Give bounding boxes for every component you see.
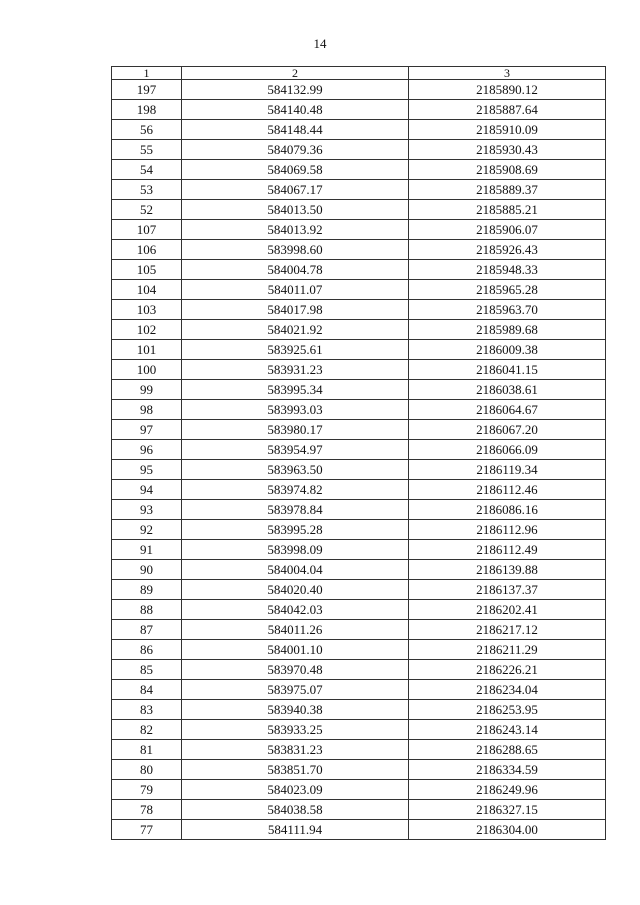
point-number-cell: 104 (112, 280, 182, 300)
column-header-1: 1 (112, 67, 182, 80)
x-coordinate-cell: 583975.07 (182, 680, 409, 700)
point-number-cell: 83 (112, 700, 182, 720)
table-row (112, 780, 606, 800)
point-number-cell: 81 (112, 740, 182, 760)
y-coordinate-cell: 2185890.12 (409, 80, 606, 100)
x-coordinate-cell: 583851.70 (182, 760, 409, 780)
table-row (112, 360, 606, 380)
table-row (112, 240, 606, 260)
y-coordinate-cell: 2186067.20 (409, 420, 606, 440)
x-coordinate-cell: 583931.23 (182, 360, 409, 380)
x-coordinate-cell: 583995.28 (182, 520, 409, 540)
table-row (112, 540, 606, 560)
point-number-cell: 91 (112, 540, 182, 560)
table-row (112, 200, 606, 220)
x-coordinate-cell: 583995.34 (182, 380, 409, 400)
table-row (112, 300, 606, 320)
y-coordinate-cell: 2186334.59 (409, 760, 606, 780)
x-coordinate-cell: 583974.82 (182, 480, 409, 500)
x-coordinate-cell: 584011.07 (182, 280, 409, 300)
x-coordinate-cell: 583978.84 (182, 500, 409, 520)
x-coordinate-cell: 584020.40 (182, 580, 409, 600)
point-number-cell: 78 (112, 800, 182, 820)
x-coordinate-cell: 584001.10 (182, 640, 409, 660)
x-coordinate-cell: 583925.61 (182, 340, 409, 360)
y-coordinate-cell: 2186304.00 (409, 820, 606, 840)
point-number-cell: 105 (112, 260, 182, 280)
y-coordinate-cell: 2186064.67 (409, 400, 606, 420)
y-coordinate-cell: 2186202.41 (409, 600, 606, 620)
table-row (112, 380, 606, 400)
coordinates-table (111, 66, 606, 840)
point-number-cell: 197 (112, 80, 182, 100)
y-coordinate-cell: 2185926.43 (409, 240, 606, 260)
y-coordinate-cell: 2186112.46 (409, 480, 606, 500)
y-coordinate-cell: 2186119.34 (409, 460, 606, 480)
column-header-2: 2 (182, 67, 409, 80)
y-coordinate-cell: 2186112.96 (409, 520, 606, 540)
x-coordinate-cell: 583940.38 (182, 700, 409, 720)
y-coordinate-cell: 2186066.09 (409, 440, 606, 460)
table-header-row (112, 67, 606, 80)
y-coordinate-cell: 2186086.16 (409, 500, 606, 520)
x-coordinate-cell: 583970.48 (182, 660, 409, 680)
table-row (112, 400, 606, 420)
point-number-cell: 103 (112, 300, 182, 320)
table-row (112, 560, 606, 580)
point-number-cell: 52 (112, 200, 182, 220)
x-coordinate-cell: 584111.94 (182, 820, 409, 840)
table-row (112, 620, 606, 640)
y-coordinate-cell: 2185948.33 (409, 260, 606, 280)
y-coordinate-cell: 2186009.38 (409, 340, 606, 360)
point-number-cell: 100 (112, 360, 182, 380)
x-coordinate-cell: 584069.58 (182, 160, 409, 180)
table-row (112, 440, 606, 460)
table-row (112, 120, 606, 140)
y-coordinate-cell: 2186243.14 (409, 720, 606, 740)
point-number-cell: 90 (112, 560, 182, 580)
table-row (112, 660, 606, 680)
table-row (112, 260, 606, 280)
y-coordinate-cell: 2186139.88 (409, 560, 606, 580)
y-coordinate-cell: 2186234.04 (409, 680, 606, 700)
y-coordinate-cell: 2186327.15 (409, 800, 606, 820)
table-row (112, 800, 606, 820)
table-row (112, 500, 606, 520)
table-row (112, 680, 606, 700)
x-coordinate-cell: 584023.09 (182, 780, 409, 800)
x-coordinate-cell: 583933.25 (182, 720, 409, 740)
y-coordinate-cell: 2186249.96 (409, 780, 606, 800)
x-coordinate-cell: 583998.60 (182, 240, 409, 260)
point-number-cell: 55 (112, 140, 182, 160)
point-number-cell: 97 (112, 420, 182, 440)
table-row (112, 140, 606, 160)
table-row (112, 340, 606, 360)
point-number-cell: 95 (112, 460, 182, 480)
x-coordinate-cell: 584079.36 (182, 140, 409, 160)
y-coordinate-cell: 2186112.49 (409, 540, 606, 560)
table-row (112, 420, 606, 440)
x-coordinate-cell: 584132.99 (182, 80, 409, 100)
y-coordinate-cell: 2185908.69 (409, 160, 606, 180)
point-number-cell: 98 (112, 400, 182, 420)
point-number-cell: 84 (112, 680, 182, 700)
column-header-3: 3 (409, 67, 606, 80)
table-row (112, 160, 606, 180)
y-coordinate-cell: 2186217.12 (409, 620, 606, 640)
table-row (112, 640, 606, 660)
x-coordinate-cell: 583980.17 (182, 420, 409, 440)
point-number-cell: 89 (112, 580, 182, 600)
x-coordinate-cell: 584017.98 (182, 300, 409, 320)
x-coordinate-cell: 584013.92 (182, 220, 409, 240)
x-coordinate-cell: 584004.04 (182, 560, 409, 580)
y-coordinate-cell: 2186226.21 (409, 660, 606, 680)
point-number-cell: 82 (112, 720, 182, 740)
table-row (112, 600, 606, 620)
point-number-cell: 88 (112, 600, 182, 620)
page-number: 14 (313, 36, 327, 51)
table-row (112, 280, 606, 300)
table-row (112, 820, 606, 840)
table-row (112, 180, 606, 200)
x-coordinate-cell: 584148.44 (182, 120, 409, 140)
y-coordinate-cell: 2185989.68 (409, 320, 606, 340)
point-number-cell: 102 (112, 320, 182, 340)
x-coordinate-cell: 584140.48 (182, 100, 409, 120)
point-number-cell: 92 (112, 520, 182, 540)
table-row (112, 320, 606, 340)
y-coordinate-cell: 2186137.37 (409, 580, 606, 600)
table-row (112, 100, 606, 120)
table-row (112, 520, 606, 540)
point-number-cell: 79 (112, 780, 182, 800)
point-number-cell: 198 (112, 100, 182, 120)
table-row (112, 460, 606, 480)
y-coordinate-cell: 2186288.65 (409, 740, 606, 760)
point-number-cell: 86 (112, 640, 182, 660)
x-coordinate-cell: 583998.09 (182, 540, 409, 560)
point-number-cell: 53 (112, 180, 182, 200)
x-coordinate-cell: 584021.92 (182, 320, 409, 340)
y-coordinate-cell: 2186038.61 (409, 380, 606, 400)
x-coordinate-cell: 584011.26 (182, 620, 409, 640)
x-coordinate-cell: 583963.50 (182, 460, 409, 480)
table-row (112, 80, 606, 100)
y-coordinate-cell: 2185910.09 (409, 120, 606, 140)
x-coordinate-cell: 584013.50 (182, 200, 409, 220)
point-number-cell: 94 (112, 480, 182, 500)
point-number-cell: 80 (112, 760, 182, 780)
table-row (112, 580, 606, 600)
y-coordinate-cell: 2185887.64 (409, 100, 606, 120)
y-coordinate-cell: 2185889.37 (409, 180, 606, 200)
x-coordinate-cell: 584067.17 (182, 180, 409, 200)
point-number-cell: 93 (112, 500, 182, 520)
x-coordinate-cell: 583831.23 (182, 740, 409, 760)
point-number-cell: 87 (112, 620, 182, 640)
point-number-cell: 101 (112, 340, 182, 360)
point-number-cell: 77 (112, 820, 182, 840)
point-number-cell: 56 (112, 120, 182, 140)
x-coordinate-cell: 584042.03 (182, 600, 409, 620)
table-row (112, 480, 606, 500)
y-coordinate-cell: 2185906.07 (409, 220, 606, 240)
table-body (112, 80, 606, 840)
point-number-cell: 107 (112, 220, 182, 240)
table-row (112, 220, 606, 240)
table-row (112, 700, 606, 720)
y-coordinate-cell: 2185930.43 (409, 140, 606, 160)
table-row (112, 720, 606, 740)
point-number-cell: 54 (112, 160, 182, 180)
x-coordinate-cell: 583993.03 (182, 400, 409, 420)
x-coordinate-cell: 584038.58 (182, 800, 409, 820)
point-number-cell: 85 (112, 660, 182, 680)
y-coordinate-cell: 2186253.95 (409, 700, 606, 720)
x-coordinate-cell: 584004.78 (182, 260, 409, 280)
table-row (112, 760, 606, 780)
x-coordinate-cell: 583954.97 (182, 440, 409, 460)
y-coordinate-cell: 2185965.28 (409, 280, 606, 300)
point-number-cell: 96 (112, 440, 182, 460)
y-coordinate-cell: 2185885.21 (409, 200, 606, 220)
point-number-cell: 99 (112, 380, 182, 400)
y-coordinate-cell: 2186211.29 (409, 640, 606, 660)
y-coordinate-cell: 2185963.70 (409, 300, 606, 320)
table-row (112, 740, 606, 760)
point-number-cell: 106 (112, 240, 182, 260)
y-coordinate-cell: 2186041.15 (409, 360, 606, 380)
